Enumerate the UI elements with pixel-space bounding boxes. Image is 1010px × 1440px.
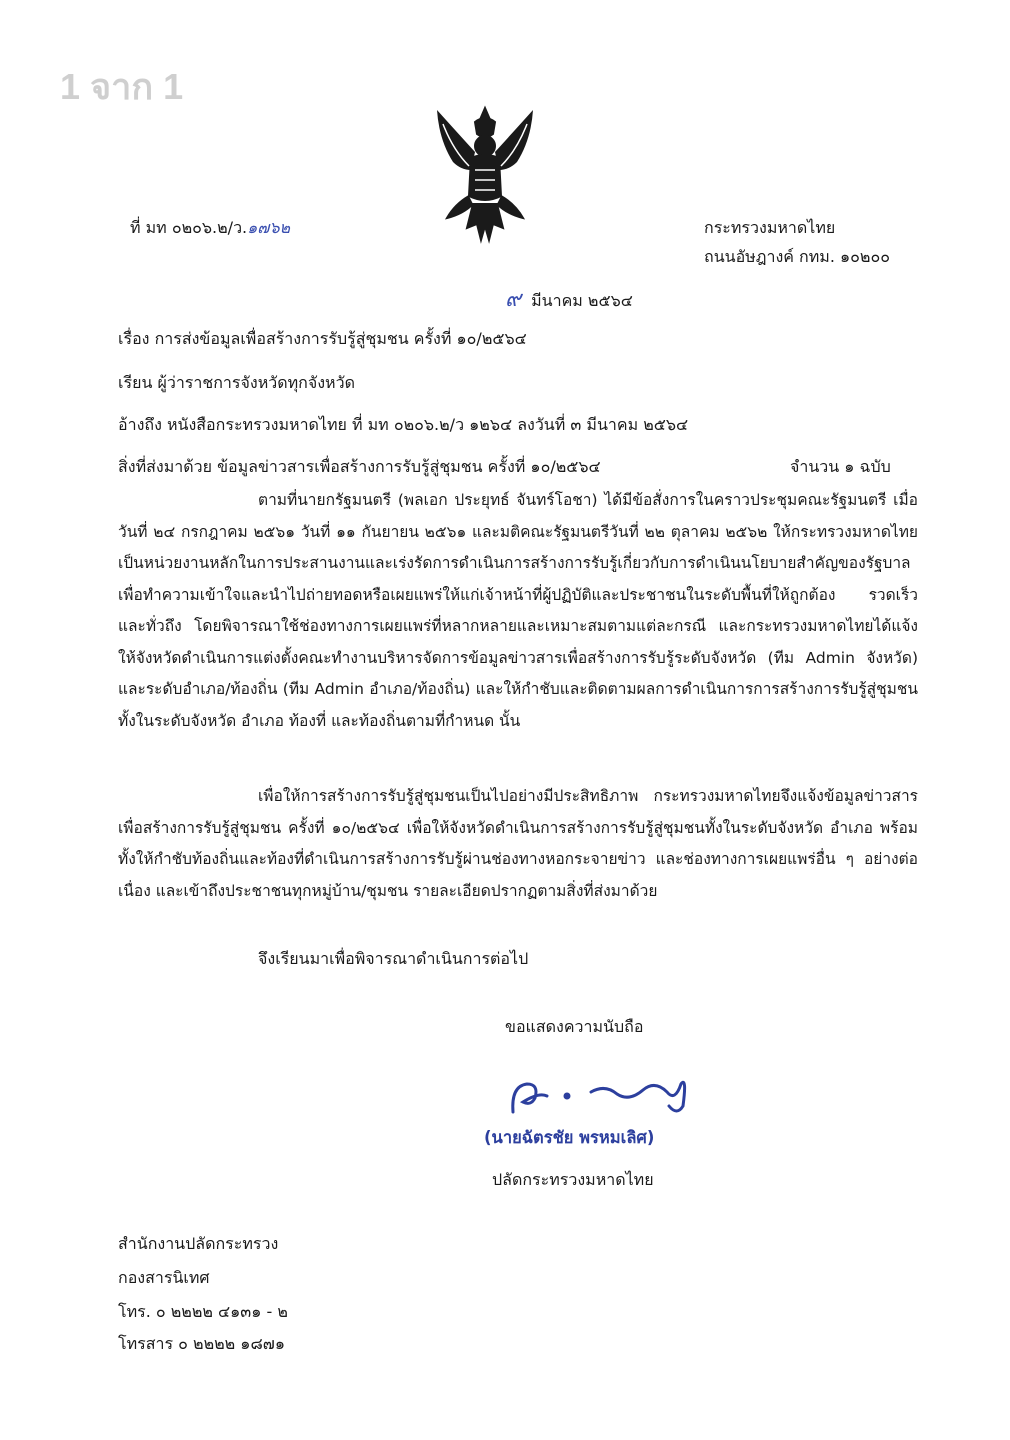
reference-line: อ้างถึง หนังสือกระทรวงมหาดไทย ที่ มท ๐๒๐๖.๒/ว ๑๒๖๔ ลงวันที่ ๓ มีนาคม ๒๕๖๔: [118, 415, 689, 434]
reference-handwritten: ๑๗๖๒: [247, 218, 291, 237]
page-indicator: 1 จาก 1: [60, 66, 184, 107]
reference-number: [130, 218, 290, 238]
garuda-emblem-icon: [425, 100, 545, 250]
footer-phone: โทร. ๐ ๒๒๒๒ ๔๑๓๑ - ๒: [118, 1302, 288, 1321]
body-paragraph-1: ตามที่นายกรัฐมนตรี (พลเอก ประยุทธ์ จันทร์โอชา) ได้มีข้อสั่งการในคราวประชุมคณะรัฐมนตรี เมื่อวันที่ ๒๔ กรกฎาคม ๒๕๖๑ วันที่ ๑๑ กันยายน ๒๕๖๑ และมติคณะรัฐมนตรีวันที่ ๒๒ ตุลาคม ๒๕๖๒ ให้กระทรวงมหาดไทยเป็นหน่วยงานหลักในการประสานงานและเร่งรัดการดำเนินการสร้างการรับรู้เกี่ยวกับการดำเนินนโยบายสำคัญของรัฐบาล เพื่อทำความเข้าใจและนำไปถ่ายทอดหรือเผยแพร่ให้แก่เจ้าหน้าที่ผู้ปฏิบัติและประชาชนในระดับพื้นที่ให้ถูกต้อง รวดเร็ว และทั่วถึง โดยพิจารณาใช้ช่องทางการเผยแพร่ที่หลากหลายและเหมาะสมตามแต่ละกรณี และกระทรวงมหาดไทยได้แจ้งให้จังหวัดดำเนินการแต่งตั้งคณะทำงานบริหารจัดการข้อมูลข่าวสารเพื่อสร้างการรับรู้ระดับจังหวัด (ทีม Admin จังหวัด) และระดับอำเภอ/ท้องถิ่น (ทีม Admin อำเภอ/ท้องถิ่น) และให้กำชับและติดตามผลการดำเนินการการสร้างการรับรู้สู่ชุมชนทั้งในระดับจังหวัด อำเภอ ท้องที่ และท้องถิ่นตามที่กำหนด นั้น: [118, 491, 918, 730]
date-month-year: มีนาคม ๒๕๖๔: [531, 291, 633, 310]
handwritten-signature: [505, 1062, 705, 1122]
organization-name: กระทรวงมหาดไทย: [704, 218, 836, 237]
footer-office: สำนักงานปลัดกระทรวง: [118, 1234, 279, 1253]
body-paragraph-2: เพื่อให้การสร้างการรับรู้สู่ชุมชนเป็นไปอย่างมีประสิทธิภาพ กระทรวงมหาดไทยจึงแจ้งข้อมูลข่าวสารเพื่อสร้างการรับรู้สู่ชุมชน ครั้งที่ ๑๐/๒๕๖๔ เพื่อให้จังหวัดดำเนินการสร้างการรับรู้สู่ชุมชนทั้งในระดับจังหวัด อำเภอ พร้อมทั้งให้กำชับท้องถิ่นและท้องที่ดำเนินการสร้างการรับรู้ผ่านช่องทางหอกระจายข่าว และช่องทางการเผยแพร่อื่น ๆ อย่างต่อเนื่อง และเข้าถึงประชาชนทุกหมู่บ้าน/ชุมชน รายละเอียดปรากฏตามสิ่งที่ส่งมาด้วย: [118, 787, 918, 900]
closing-regards: ขอแสดงความนับถือ: [505, 1017, 644, 1036]
reference-prefix: ที่ มท ๐๒๐๖.๒/ว.: [130, 218, 248, 237]
organization-address: ถนนอัษฎางค์ กทม. ๑๐๒๐๐: [704, 247, 890, 266]
signatory-name: (นายฉัตรชัย พรหมเลิศ): [484, 1128, 655, 1147]
letter-date: [505, 287, 633, 312]
subject-line: เรื่อง การส่งข้อมูลเพื่อสร้างการรับรู้สู่ชุมชน ครั้งที่ ๑๐/๒๕๖๔: [118, 329, 527, 348]
footer-division: กองสารนิเทศ: [118, 1268, 210, 1287]
date-day-handwritten: ๙: [505, 287, 522, 312]
signatory-position: ปลัดกระทรวงมหาดไทย: [492, 1170, 654, 1189]
enclosure-line: สิ่งที่ส่งมาด้วย ข้อมูลข่าวสารเพื่อสร้างการรับรู้สู่ชุมชน ครั้งที่ ๑๐/๒๕๖๔: [118, 457, 601, 476]
enclosure-count: จำนวน ๑ ฉบับ: [790, 457, 891, 476]
recipient-line: เรียน ผู้ว่าราชการจังหวัดทุกจังหวัด: [118, 373, 355, 392]
footer-fax: โทรสาร ๐ ๒๒๒๒ ๑๘๗๑: [118, 1334, 285, 1353]
closing-request: จึงเรียนมาเพื่อพิจารณาดำเนินการต่อไป: [258, 949, 529, 968]
